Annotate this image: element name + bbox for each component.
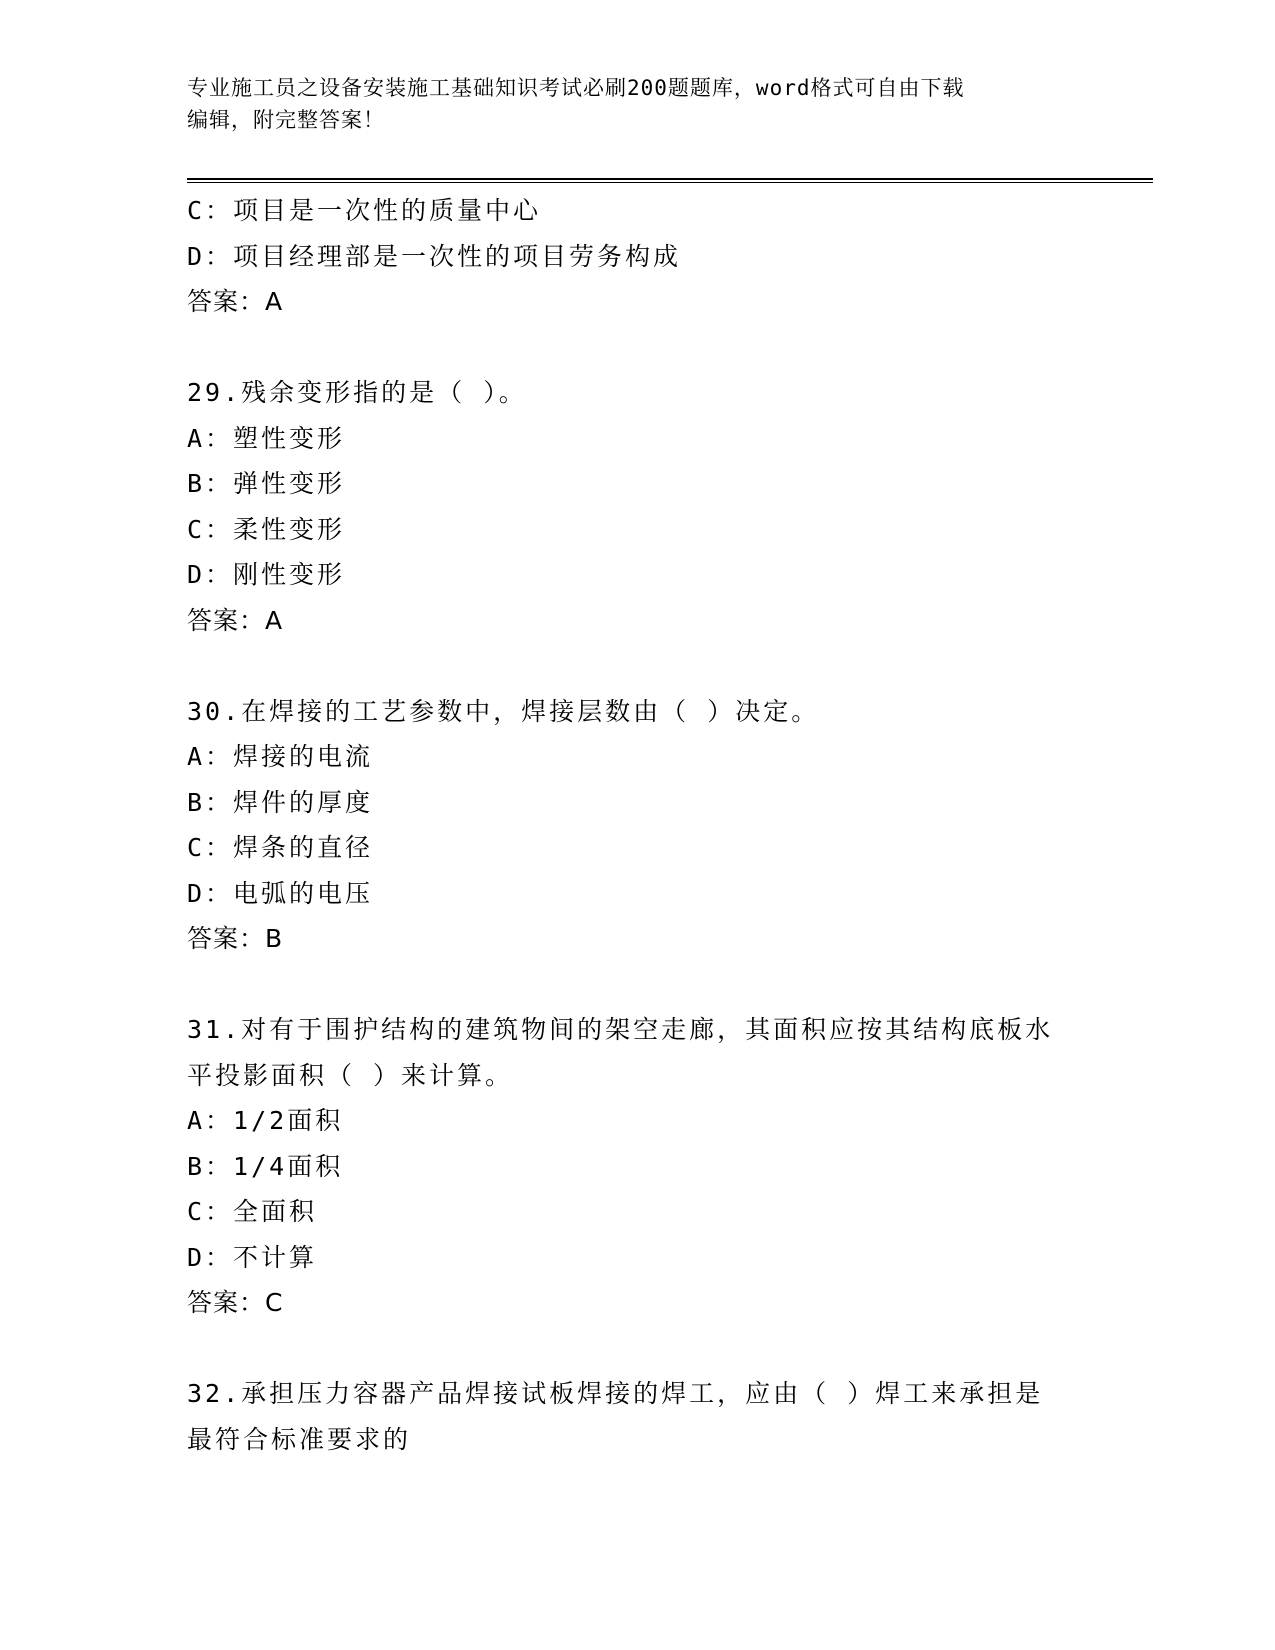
question-stem-line-1: 32.承担压力容器产品焊接试板焊接的焊工，应由（ ）焊工来承担是 — [187, 1379, 1044, 1408]
answer: 答案：A — [187, 605, 284, 635]
header-title-line-1: 专业施工员之设备安装施工基础知识考试必刷200题题库，word格式可自由下载 — [187, 76, 965, 100]
option-b: B：1/4面积 — [187, 1151, 344, 1181]
spacer — [187, 1326, 1087, 1372]
spacer — [187, 325, 1087, 371]
option-c: C：全面积 — [187, 1197, 318, 1226]
question-stem-line-2: 平投影面积（ ）来计算。 — [187, 1060, 514, 1090]
question-stem: 30.在焊接的工艺参数中，焊接层数由（ ）决定。 — [187, 696, 820, 726]
option-b: B：弹性变形 — [187, 469, 346, 498]
question-28-tail — [187, 188, 1087, 325]
option-c: C：柔性变形 — [187, 514, 346, 544]
option-a: A：1/2面积 — [187, 1106, 344, 1135]
option-a: A：塑性变形 — [187, 423, 346, 453]
answer: 答案：C — [187, 1288, 284, 1317]
option-d: D：刚性变形 — [187, 560, 346, 589]
document-header — [187, 72, 1087, 136]
answer: 答案：B — [187, 924, 284, 953]
question-32 — [187, 1371, 1087, 1462]
question-list — [187, 188, 1087, 1462]
spacer — [187, 962, 1087, 1008]
option-d: D：不计算 — [187, 1242, 318, 1272]
header-divider-thin — [187, 182, 1153, 183]
question-29 — [187, 370, 1087, 643]
question-30 — [187, 689, 1087, 962]
option-d: D：项目经理部是一次性的项目劳务构成 — [187, 241, 682, 271]
option-c: C：项目是一次性的质量中心 — [187, 196, 542, 225]
question-stem-line-1: 31.对有于围护结构的建筑物间的架空走廊，其面积应按其结构底板水 — [187, 1015, 1054, 1044]
header-divider-thick — [187, 178, 1153, 180]
option-b: B：焊件的厚度 — [187, 787, 374, 817]
option-a: A：焊接的电流 — [187, 742, 374, 771]
answer: 答案：A — [187, 287, 284, 316]
header-title-line-2: 编辑，附完整答案！ — [187, 108, 385, 132]
spacer — [187, 643, 1087, 689]
question-stem: 29.残余变形指的是（ ）。 — [187, 378, 527, 407]
question-31 — [187, 1007, 1087, 1326]
option-c: C：焊条的直径 — [187, 833, 374, 862]
question-stem-line-2: 最符合标准要求的 — [187, 1424, 412, 1454]
option-d: D：电弧的电压 — [187, 878, 374, 908]
